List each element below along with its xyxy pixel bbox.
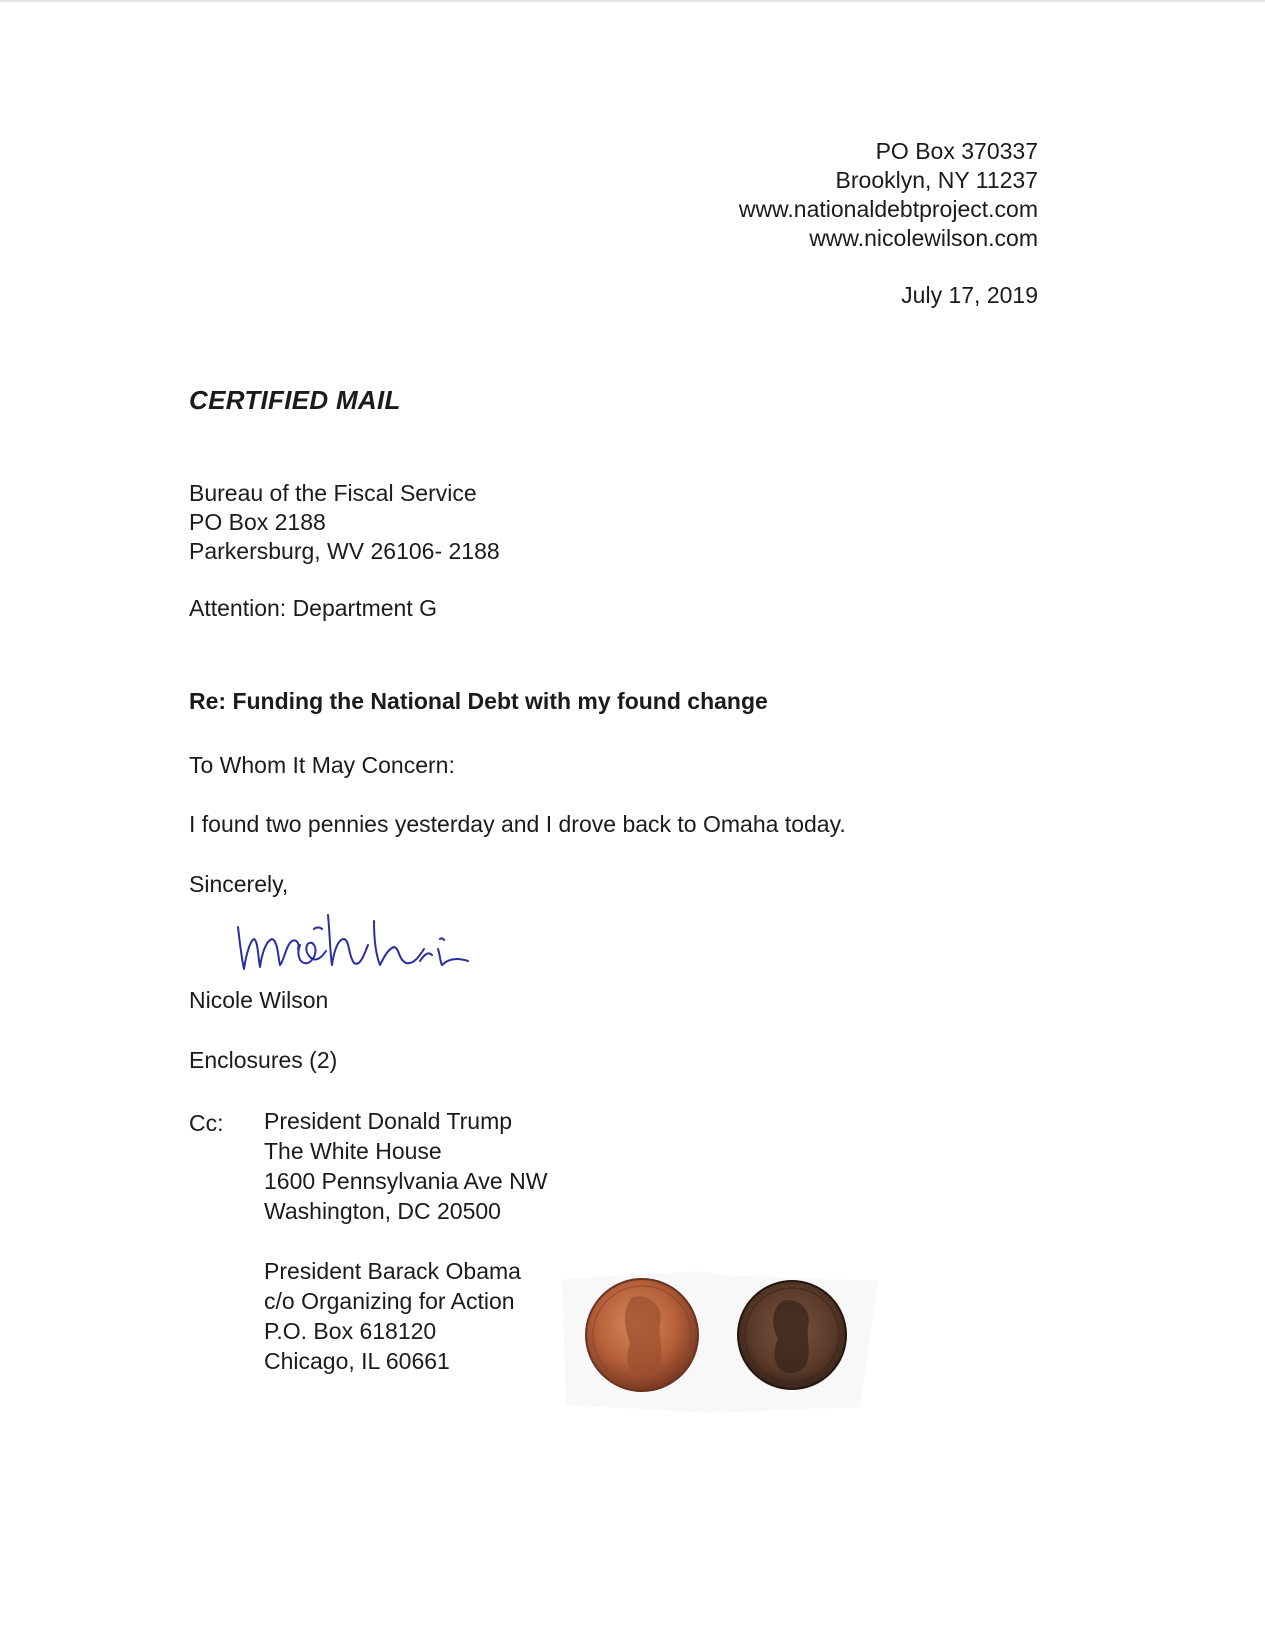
subject-line: Re: Funding the National Debt with my found change [189, 688, 768, 714]
cc-line: President Donald Trump [264, 1108, 513, 1134]
recipient-address [189, 479, 500, 566]
cc-line: Chicago, IL 60661 [264, 1348, 450, 1374]
letter-body: I found two pennies yesterday and I drove back to Omaha today. [189, 811, 846, 837]
sender-name: Nicole Wilson [189, 987, 329, 1013]
scan-edge [0, 0, 1265, 3]
penny-icon [738, 1281, 846, 1389]
cc-recipient-obama [264, 1256, 521, 1376]
cc-label: Cc: [189, 1110, 224, 1136]
return-address-website: www.nationaldebtproject.com [738, 196, 1038, 222]
cc-line: Washington, DC 20500 [264, 1198, 501, 1224]
closing: Sincerely, [189, 871, 289, 897]
return-address-website: www.nicolewilson.com [809, 225, 1038, 251]
recipient-line: Parkersburg, WV 26106- 2188 [189, 538, 500, 564]
return-address-line: Brooklyn, NY 11237 [835, 167, 1038, 193]
cc-line: President Barack Obama [264, 1258, 521, 1284]
signature-image [234, 905, 494, 980]
cc-line: 1600 Pennsylvania Ave NW [264, 1168, 548, 1194]
cc-recipient-trump [264, 1106, 547, 1226]
certified-mail-heading: CERTIFIED MAIL [189, 385, 401, 415]
cc-line: c/o Organizing for Action [264, 1288, 515, 1314]
return-address-line: PO Box 370337 [875, 138, 1038, 164]
attention-line: Attention: Department G [189, 595, 438, 621]
recipient-line: PO Box 2188 [189, 509, 326, 535]
salutation: To Whom It May Concern: [189, 752, 455, 778]
letter-date: July 17, 2019 [901, 282, 1038, 308]
recipient-line: Bureau of the Fiscal Service [189, 480, 477, 506]
return-address [739, 137, 1038, 253]
penny-icon [586, 1279, 698, 1391]
cc-line: The White House [264, 1138, 442, 1164]
enclosed-pennies [560, 1257, 880, 1417]
enclosures-note: Enclosures (2) [189, 1047, 338, 1073]
cc-line: P.O. Box 618120 [264, 1318, 437, 1344]
